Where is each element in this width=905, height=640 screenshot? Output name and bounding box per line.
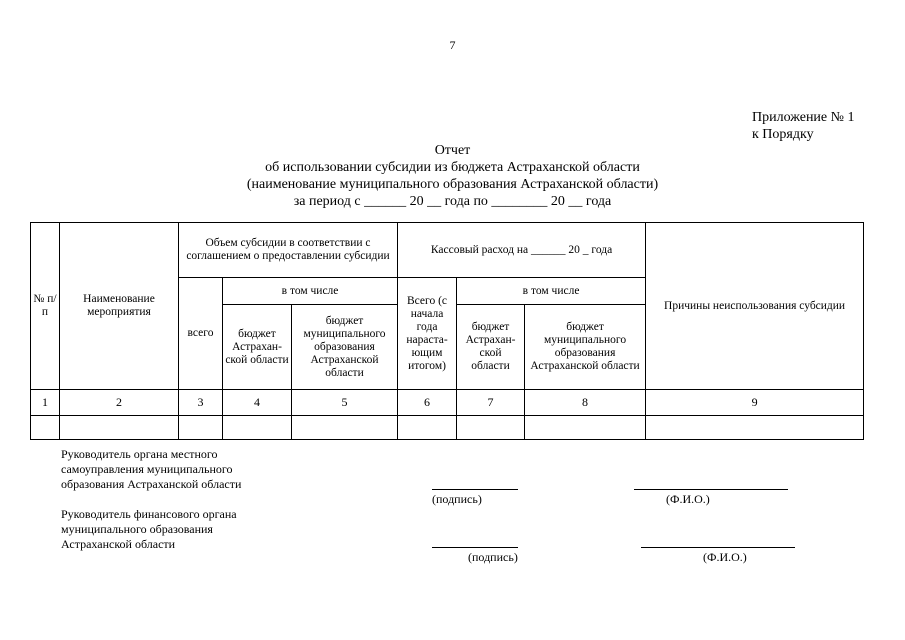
head-title-line-1: Руководитель органа местного (61, 447, 218, 461)
empty-cell (398, 416, 457, 440)
column-number: 4 (223, 390, 292, 416)
head-title (61, 447, 241, 492)
appendix-reference (752, 109, 855, 143)
finance-signature-caption: (подпись) (468, 550, 518, 564)
empty-cell (60, 416, 179, 440)
empty-cell (179, 416, 223, 440)
header-cash-expense: Кассовый расход на ______ 20 _ года (398, 223, 646, 278)
header-cash-municipal: бюджет муниципального образования Астраханской области (525, 305, 646, 390)
column-number: 9 (646, 390, 864, 416)
header-cash-regional: бюджет Астрахан-ской области (457, 305, 525, 390)
header-cash-total: Всего (с начала года нараста-ющим итогом) (398, 278, 457, 390)
header-subsidy-volume: Объем субсидии в соответствии с соглашением о предоставлении субсидии (179, 223, 398, 278)
empty-cell (525, 416, 646, 440)
head-signature-line (432, 489, 518, 490)
column-number: 7 (457, 390, 525, 416)
empty-data-row (31, 416, 864, 440)
finance-title-line-2: муниципального образования (61, 522, 213, 536)
header-reasons: Причины неиспользования субсидии (646, 223, 864, 390)
appendix-line-1: Приложение № 1 (752, 110, 855, 125)
finance-signature-line (432, 547, 518, 548)
head-title-line-3: образования Астраханской области (61, 477, 242, 491)
head-signature-caption: (подпись) (432, 492, 482, 506)
finance-fio-caption: (Ф.И.О.) (703, 550, 747, 564)
header-subsidy-regional: бюджет Астрахан-ской области (223, 305, 292, 390)
finance-title (61, 507, 237, 552)
title-line-4: за период с ______ 20 __ года по ________ 20 __ года (293, 194, 612, 209)
head-title-line-2: самоуправления муниципального (61, 462, 233, 476)
column-number: 8 (525, 390, 646, 416)
report-title (0, 142, 905, 210)
empty-cell (31, 416, 60, 440)
title-line-3: (наименование муниципального образования Астраханской области) (246, 177, 659, 192)
column-number: 2 (60, 390, 179, 416)
empty-cell (457, 416, 525, 440)
header-num: № п/п (31, 223, 60, 390)
appendix-line-2: к Порядку (752, 127, 814, 142)
empty-cell (292, 416, 398, 440)
column-number: 6 (398, 390, 457, 416)
title-line-1: Отчет (434, 143, 471, 158)
head-fio-line (634, 489, 788, 490)
header-event-name: Наименование мероприятия (60, 223, 179, 390)
title-line-2: об использовании субсидии из бюджета Астраханской области (265, 160, 640, 175)
column-number: 3 (179, 390, 223, 416)
empty-cell (223, 416, 292, 440)
page-number: 7 (449, 38, 456, 52)
column-number: 5 (292, 390, 398, 416)
header-cash-including: в том числе (457, 278, 646, 305)
header-subsidy-municipal: бюджет муниципального образования Астраханской области (292, 305, 398, 390)
header-subsidy-total: всего (179, 278, 223, 390)
report-table (30, 222, 864, 440)
empty-cell (646, 416, 864, 440)
head-fio-caption: (Ф.И.О.) (666, 492, 710, 506)
column-numbers-row (31, 390, 864, 416)
finance-fio-line (641, 547, 795, 548)
header-subsidy-including: в том числе (223, 278, 398, 305)
finance-title-line-1: Руководитель финансового органа (61, 507, 237, 521)
column-number: 1 (31, 390, 60, 416)
finance-title-line-3: Астраханской области (61, 537, 176, 551)
